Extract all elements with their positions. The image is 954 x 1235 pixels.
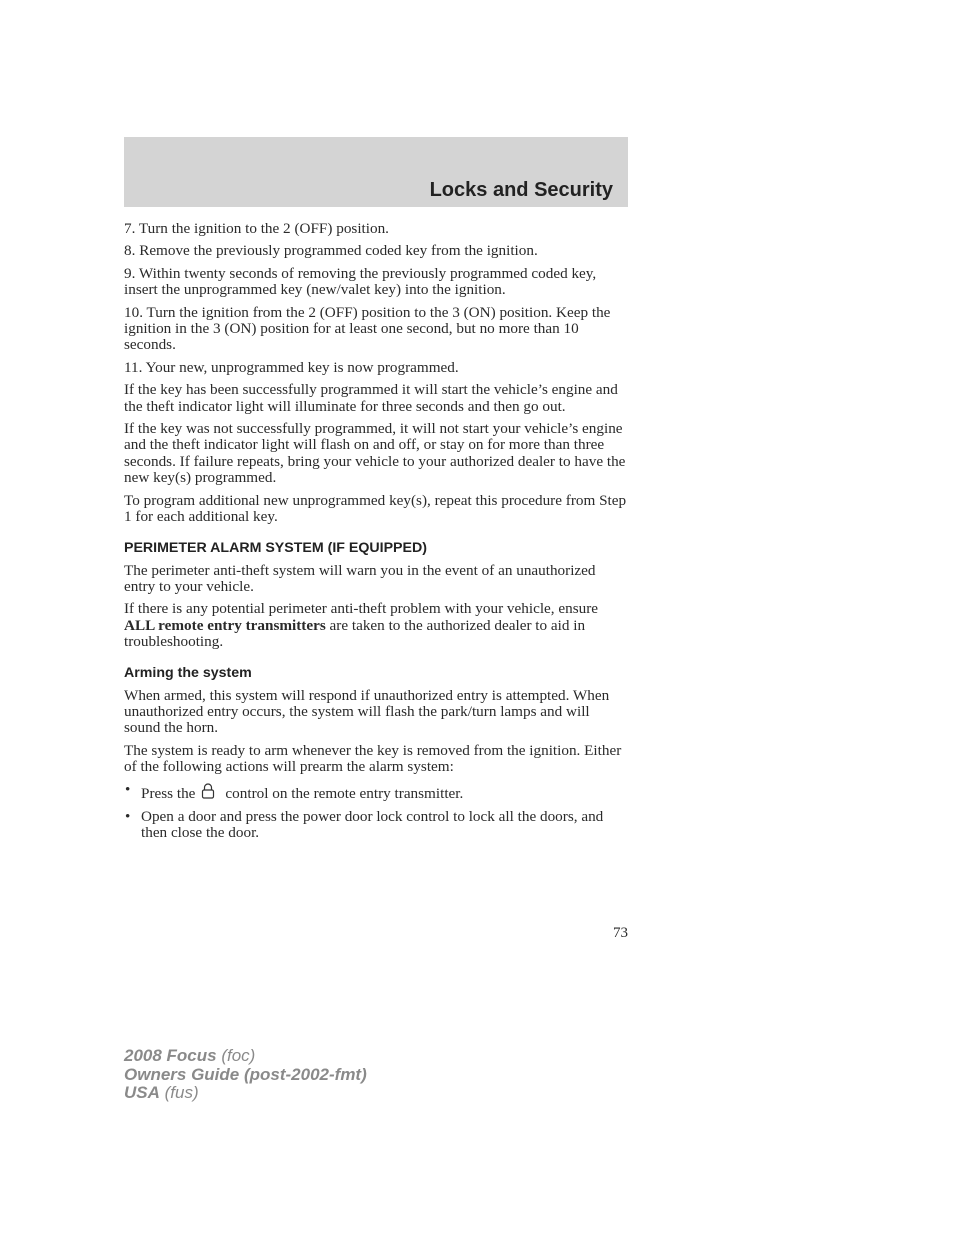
failure-paragraph: If the key was not successfully programmed, it will not start your vehicle’s engine and the theft indicator light will flash on and off, or stay on for more than three seconds. If failure repeats, bring your vehicle to your authorized dealer to have the new key(s) programmed. [124,420,626,487]
bullet-1-text-after: control on the remote entry transmitter. [225,784,464,802]
footer-guide: Owners Guide (post-2002-fmt) [124,1064,367,1084]
bullet-1-text-before: Press the [141,784,196,802]
list-item [124,782,628,802]
problem-text-bold: ALL remote entry transmitters [124,616,326,634]
section-title: Locks and Security [429,179,613,201]
footer-region: USA [124,1083,160,1102]
perimeter-intro-paragraph: The perimeter anti-theft system will warn you in the event of an unauthorized entry to your vehicle. [124,561,596,595]
problem-text-after: are taken to the authorized dealer to aid in troubleshooting. [124,616,586,651]
step-10: 10. Turn the ignition from the 2 (OFF) position to the 3 (ON) position. Keep the ignition in the 3 (ON) position for at least one second, but no more than 10 seconds. [124,303,611,354]
section-header-band [124,137,628,207]
success-paragraph: If the key has been successfully programmed it will start the vehicle’s engine and the theft indicator light will illuminate for three seconds and then go out. [124,381,618,415]
footer-line-2 [124,1066,367,1085]
arming-paragraph-2: The system is ready to arm whenever the key is removed from the ignition. Either of the following actions will prearm the alarm system: [124,741,622,776]
arming-paragraph-1: When armed, this system will respond if unauthorized entry is attempted. When unauthorized entry occurs, the system will flash the park/turn lamps and will sound the horn. [124,686,610,737]
footer-line-1 [124,1047,367,1066]
bullet-2-text: Open a door and press the power door lock control to lock all the doors, and then close the door. [141,807,604,842]
footer-region-code: (fus) [159,1083,199,1102]
step-11: 11. Your new, unprogrammed key is now programmed. [124,358,459,376]
bullet: • [125,780,131,798]
prearm-actions-list [124,782,628,842]
perimeter-alarm-heading: PERIMETER ALARM SYSTEM (IF EQUIPPED) [124,539,427,556]
additional-keys-paragraph: To program additional new unprogrammed key(s), repeat this procedure from Step 1 for each additional key. [124,491,627,526]
bullet: • [125,807,131,825]
footer-model: 2008 Focus [124,1046,217,1065]
footer-model-code: (foc) [216,1046,256,1065]
problem-text-before: If there is any potential perimeter anti-theft problem with your vehicle, ensure [124,600,599,618]
page-content [124,221,628,849]
step-7: 7. Turn the ignition to the 2 (OFF) position. [124,220,389,237]
footer-line-3 [124,1084,367,1103]
arming-system-heading: Arming the system [124,664,252,681]
lock-icon [200,782,216,799]
document-footer [124,1047,367,1103]
perimeter-problem-paragraph [124,601,628,650]
page-number: 73 [613,925,628,941]
step-8: 8. Remove the previously programmed coded key from the ignition. [124,242,538,260]
step-9: 9. Within twenty seconds of removing the previously programmed coded key, insert the unprogrammed key (new/valet key) into the ignition. [124,264,597,299]
list-item [124,809,628,842]
